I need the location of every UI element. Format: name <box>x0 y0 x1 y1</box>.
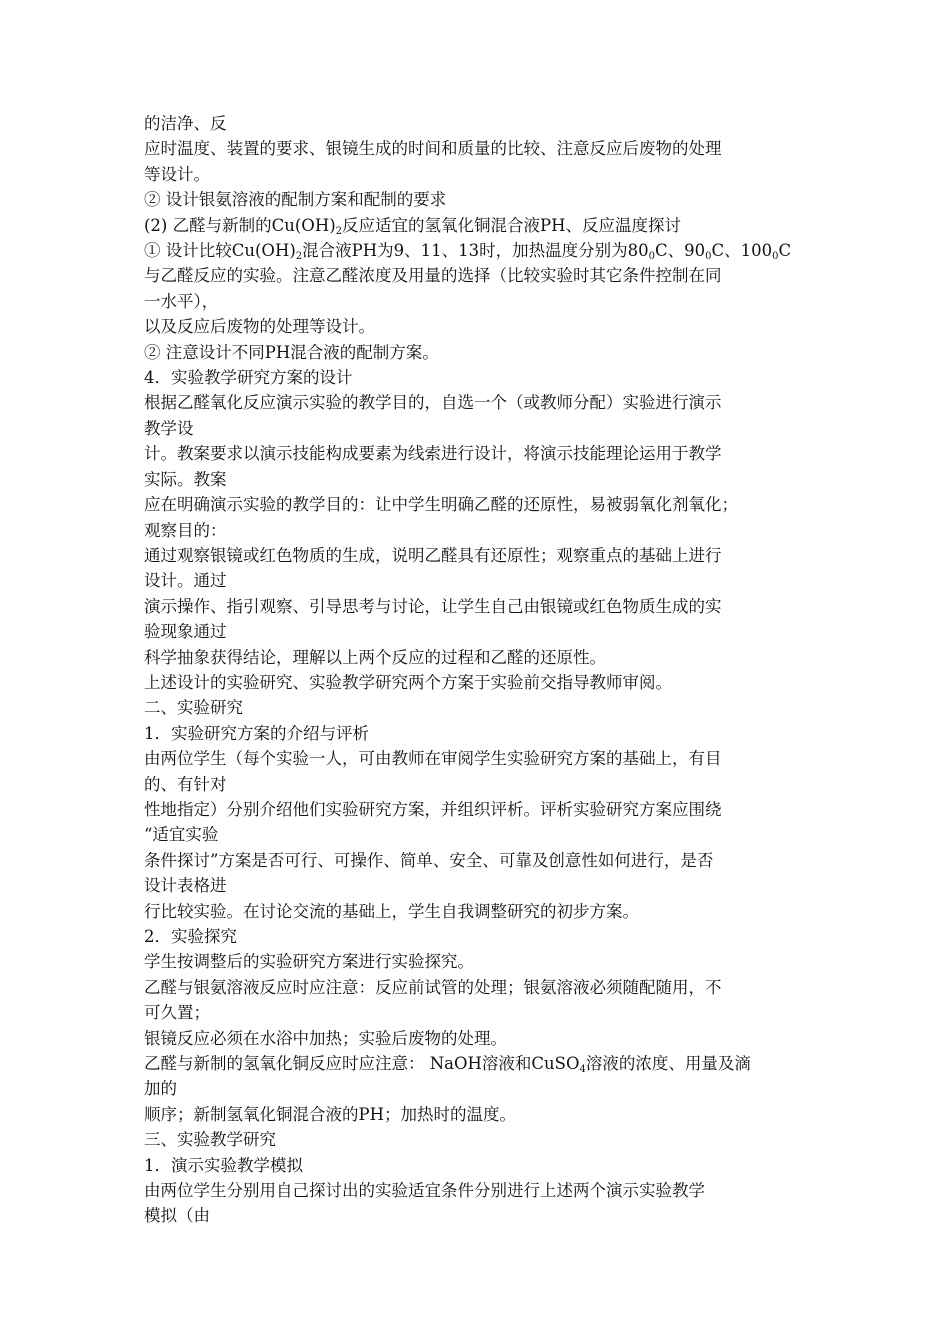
subscript: 0 <box>705 251 712 263</box>
text-line: 性地指定）分别介绍他们实验研究方案，并组织评析。评析实验研究方案应围绕 <box>144 799 722 819</box>
text-line: 通过观察银镜或红色物质的生成，说明乙醛具有还原性；观察重点的基础上进行 <box>144 545 722 565</box>
text-line: 科学抽象获得结论，理解以上两个反应的过程和乙醛的还原性。 <box>144 647 606 667</box>
text-line: 学生按调整后的实验研究方案进行实验探究。 <box>144 952 474 972</box>
text-line <box>144 213 814 238</box>
text-line: ② 设计银氨溶液的配制方案和配制的要求 <box>144 190 447 210</box>
text-segment: ① 设计比较Cu(OH) <box>144 241 296 261</box>
text-line: 4．实验教学研究方案的设计 <box>144 368 353 388</box>
text-line: 一水平）， <box>144 291 219 311</box>
text-line: 三、实验教学研究 <box>144 1130 276 1150</box>
text-line: 1．演示实验教学模拟 <box>144 1155 303 1175</box>
document-body <box>144 111 814 1229</box>
text-line: 条件探讨”方案是否可行、可操作、简单、安全、可靠及创意性如何进行，是否 <box>144 850 714 870</box>
text-line: 演示操作、指引观察、引导思考与讨论，让学生自己由银镜或红色物质生成的实 <box>144 596 722 616</box>
text-line <box>144 1051 814 1076</box>
text-line: 上述设计的实验研究、实验教学研究两个方案于实验前交指导教师审阅。 <box>144 672 672 692</box>
text-segment: C、100 <box>711 241 773 261</box>
text-line: 观察目的： <box>144 520 227 540</box>
text-line: 应在明确演示实验的教学目的：让中学生明确乙醛的还原性，易被弱氧化剂氧化； <box>144 495 738 515</box>
text-line: 由两位学生（每个实验一人，可由教师在审阅学生实验研究方案的基础上，有目 <box>144 749 722 769</box>
text-line: 与乙醛反应的实验。注意乙醛浓度及用量的选择（比较实验时其它条件控制在同 <box>144 266 722 286</box>
text-line: 顺序；新制氢氧化铜混合液的PH；加热时的温度。 <box>144 1104 516 1124</box>
text-segment: (2) 乙醛与新制的Cu(OH) <box>144 215 336 235</box>
text-segment: 混合液PH为9、11、13时，加热温度分别为80 <box>302 241 649 261</box>
text-line: 应时温度、装置的要求、银镜生成的时间和质量的比较、注意反应后废物的处理 <box>144 139 722 159</box>
subscript: 2 <box>335 225 343 237</box>
text-line: 行比较实验。在讨论交流的基础上，学生自我调整研究的初步方案。 <box>144 901 639 921</box>
text-line: 设计。通过 <box>144 571 227 591</box>
text-line: “适宜实验 <box>144 825 219 845</box>
text-line <box>144 238 814 263</box>
text-line: 设计表格进 <box>144 876 227 896</box>
text-segment: C <box>778 241 792 261</box>
subscript: 2 <box>295 251 303 263</box>
text-segment: 反应适宜的氢氧化铜混合液PH、反应温度探讨 <box>342 215 682 235</box>
text-line: 由两位学生分别用自己探讨出的实验适宜条件分别进行上述两个演示实验教学 <box>144 1181 705 1201</box>
text-line: 实际。教案 <box>144 469 227 489</box>
text-line: 以及反应后废物的处理等设计。 <box>144 317 375 337</box>
text-line: 2．实验探究 <box>144 927 237 946</box>
text-line: 可久置； <box>144 1003 210 1023</box>
text-line: 验现象通过 <box>144 622 227 642</box>
text-line: 银镜反应必须在水浴中加热；实验后废物的处理。 <box>144 1028 507 1048</box>
text-line: 教学设 <box>144 418 194 438</box>
text-line: 计。教案要求以演示技能构成要素为线索进行设计，将演示技能理论运用于教学 <box>144 444 722 464</box>
text-line: 乙醛与银氨溶液反应时应注意：反应前试管的处理；银氨溶液必须随配随用，不 <box>144 977 722 997</box>
subscript: 0 <box>772 251 779 263</box>
subscript: 0 <box>648 251 656 263</box>
text-line: 二、实验研究 <box>144 698 243 718</box>
text-line: 1．实验研究方案的介绍与评析 <box>144 723 369 743</box>
text-segment: 溶液的浓度、用量及滴 <box>585 1054 751 1074</box>
text-line: 加的 <box>144 1079 177 1099</box>
text-line: 的、有针对 <box>144 774 227 794</box>
text-line: ② 注意设计不同PH混合液的配制方案。 <box>144 342 439 362</box>
text-line: 模拟（由 <box>144 1206 210 1226</box>
text-line: 根据乙醛氧化反应演示实验的教学目的，自选一个（或教师分配）实验进行演示 <box>144 393 722 413</box>
subscript: 4 <box>579 1064 586 1076</box>
text-line: 等设计。 <box>144 164 210 184</box>
text-segment: 乙醛与新制的氢氧化铜反应时应注意： NaOH溶液和CuSO <box>144 1054 580 1074</box>
text-line: 的洁净、反 <box>144 114 227 133</box>
text-segment: C、90 <box>655 241 706 261</box>
